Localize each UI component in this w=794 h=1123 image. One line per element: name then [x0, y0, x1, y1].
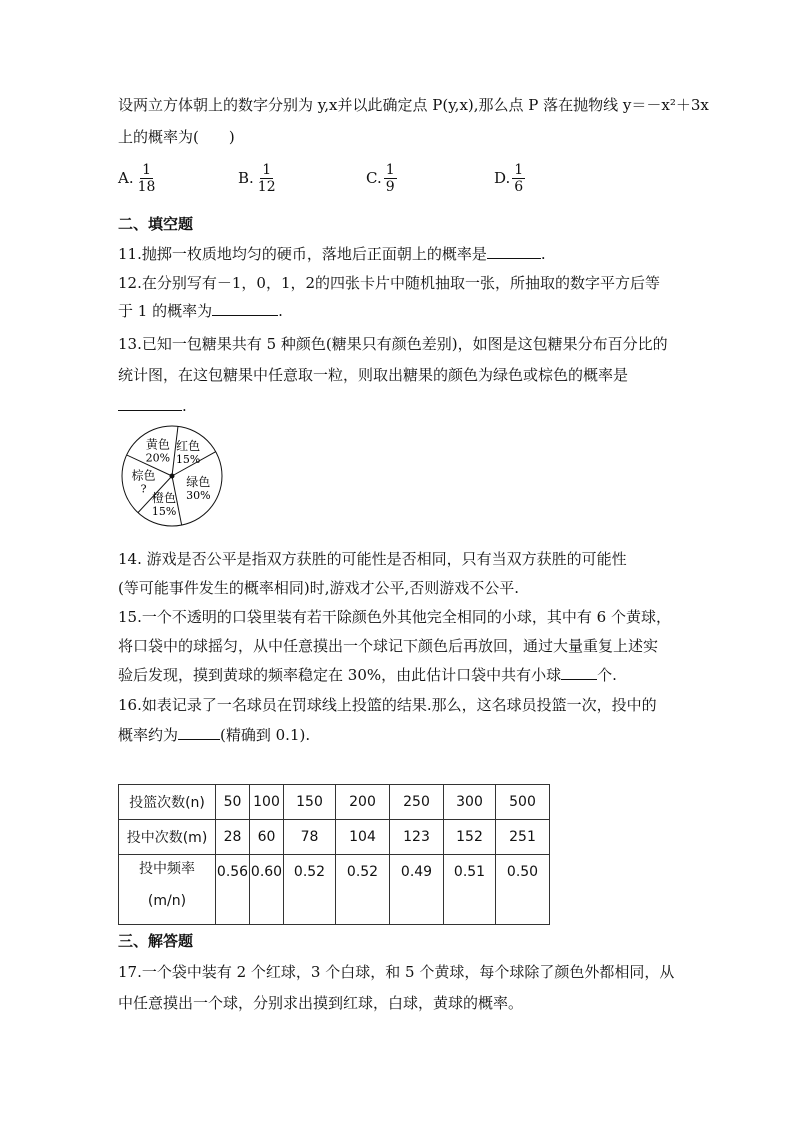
- q11: 11.抛掷一枚质地均匀的硬币，落地后正面朝上的概率是 .: [118, 245, 546, 263]
- table-cell: 0.52: [336, 855, 390, 925]
- pie-center-dot: [170, 474, 175, 479]
- answer-blank: [487, 244, 541, 259]
- q14-line1: 14. 游戏是否公平是指双方获胜的可能性是否相同，只有当双方获胜的可能性: [118, 550, 627, 568]
- q12-line2: 于 1 的概率为 .: [118, 302, 283, 320]
- table-cell: 251: [496, 820, 550, 855]
- table-cell: 200: [336, 785, 390, 820]
- table-row-header: 投中频率 (m/n): [119, 855, 216, 925]
- choice-a: A. $\frac{1}{18}$: [118, 161, 156, 195]
- q13-line3: .: [118, 395, 187, 417]
- table-cell: 0.50: [496, 855, 550, 925]
- q13-line2: 统计图，在这包糖果中任意取一粒，则取出糖果的颜色为绿色或棕色的概率是: [118, 366, 629, 384]
- table-cell: 123: [390, 820, 444, 855]
- q17-line1: 17.一个袋中装有 2 个红球，3 个白球，和 5 个黄球，每个球除了颜色外都相同，从: [118, 963, 675, 981]
- table-cell: 0.51: [444, 855, 496, 925]
- table-row-header: 投中次数(m): [119, 820, 216, 855]
- table-cell: 152: [444, 820, 496, 855]
- section-heading-solve: 三、解答题: [118, 932, 194, 950]
- table-cell: 0.49: [390, 855, 444, 925]
- pie-slice-value: 30%: [186, 489, 211, 503]
- pie-slice-value: 20%: [145, 451, 171, 465]
- pie-slice-label: 橙色: [152, 490, 177, 505]
- free-throw-table: [118, 784, 550, 925]
- q13-line1: 13.已知一包糖果共有 5 种颜色(糖果只有颜色差别)，如图是这包糖果分布百分比的: [118, 335, 668, 353]
- pie-chart: [117, 421, 227, 531]
- q15-line2: 将口袋中的球摇匀，从中任意摸出一个球记下颜色后再放回，通过大量重复上述实: [118, 637, 659, 655]
- table-cell: 104: [336, 820, 390, 855]
- table-cell: 78: [284, 820, 336, 855]
- answer-blank: [178, 725, 220, 740]
- fraction: $\frac{1}{6}$: [514, 161, 524, 195]
- q10-line1: 设两立方体朝上的数字分别为 y,x并以此确定点 P(y,x),那么点 P 落在抛物线 y＝－x²＋3x: [118, 96, 709, 114]
- table-cell: 0.56: [216, 855, 250, 925]
- table-row: [119, 820, 550, 855]
- table-cell: 0.60: [250, 855, 284, 925]
- pie-slice-value: 15%: [151, 504, 177, 518]
- pie-slice-label: 绿色: [186, 475, 211, 490]
- q12-line1: 12.在分别写有－1，0，1，2的四张卡片中随机抽取一张，所抽取的数字平方后等: [118, 274, 661, 292]
- pie-slice-label: 棕色: [131, 468, 156, 483]
- table-row: [119, 855, 550, 891]
- answer-blank: [561, 665, 597, 680]
- pie-slice-label: 黄色: [145, 437, 170, 452]
- fraction: $\frac{1}{9}$: [385, 161, 395, 195]
- choice-c: C. $\frac{1}{9}$: [366, 161, 395, 195]
- table-row: [119, 785, 550, 820]
- answer-blank: [212, 301, 278, 316]
- table-cell: 250: [390, 785, 444, 820]
- table-cell: 50: [216, 785, 250, 820]
- table-cell: 28: [216, 820, 250, 855]
- q10-line2: 上的概率为( ): [118, 128, 235, 146]
- fraction: $\frac{1}{18}$: [137, 161, 156, 195]
- choice-d: D. $\frac{1}{6}$: [494, 161, 524, 195]
- section-heading-fill-blank: 二、填空题: [118, 215, 194, 233]
- table-row-header: 投篮次数(n): [119, 785, 216, 820]
- pie-slice-label: 红色: [176, 438, 201, 453]
- table-cell: 0.52: [284, 855, 336, 925]
- table-cell: 300: [444, 785, 496, 820]
- q16-line1: 16.如表记录了一名球员在罚球线上投篮的结果.那么，这名球员投篮一次，投中的: [118, 696, 657, 714]
- choice-b: B. $\frac{1}{12}$: [238, 161, 276, 195]
- pie-slice-value: ?: [140, 482, 147, 496]
- fraction: $\frac{1}{12}$: [257, 161, 276, 195]
- table-cell: 500: [496, 785, 550, 820]
- table-cell: 150: [284, 785, 336, 820]
- table-cell: 100: [250, 785, 284, 820]
- q15-line3: 验后发现，摸到黄球的频率稳定在 30%，由此估计口袋中共有小球 个.: [118, 666, 617, 684]
- answer-blank: [118, 396, 182, 411]
- q15-line1: 15.一个不透明的口袋里装有若干除颜色外其他完全相同的小球，其中有 6 个黄球，: [118, 608, 671, 626]
- q14-line2: (等可能事件发生的概率相同)时,游戏才公平,否则游戏不公平.: [118, 579, 520, 597]
- table-cell: 60: [250, 820, 284, 855]
- q17-line2: 中任意摸出一个球，分别求出摸到红球，白球，黄球的概率。: [118, 994, 524, 1012]
- q16-line2: 概率约为 (精确到 0.1).: [118, 726, 311, 744]
- pie-slice-value: 15%: [175, 452, 201, 466]
